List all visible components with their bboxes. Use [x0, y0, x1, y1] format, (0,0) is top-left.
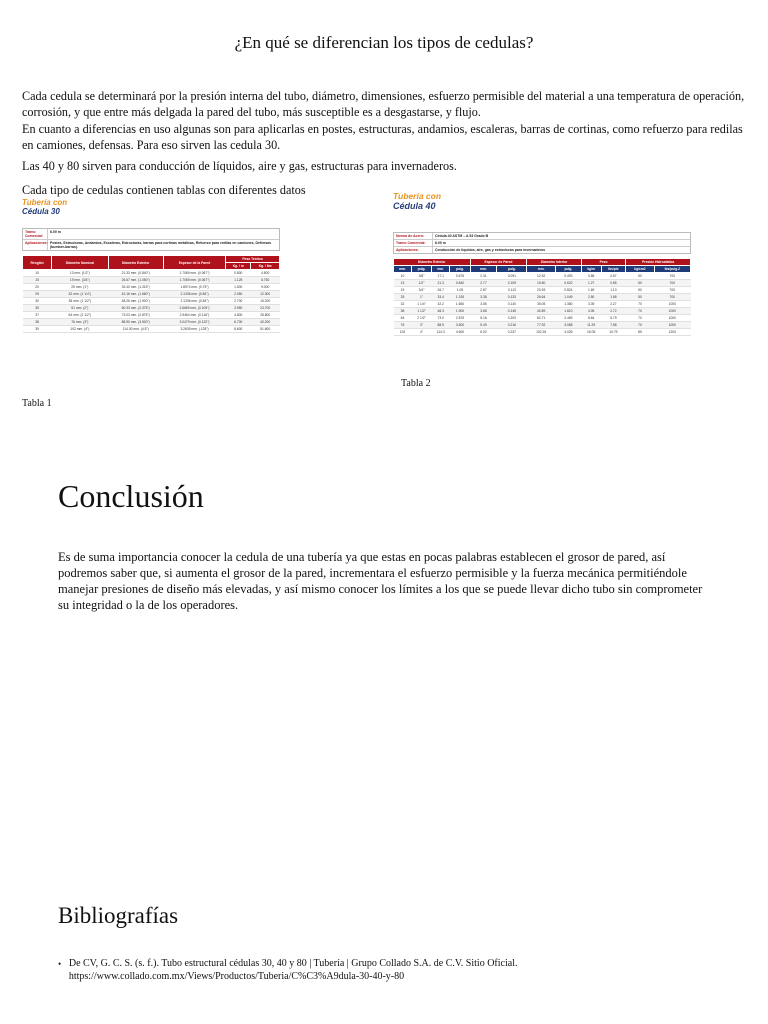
table-row: [23, 319, 280, 326]
table-cell: 12.52: [527, 273, 556, 280]
table-cell: 2.1336 mm. (0.84"): [163, 291, 225, 298]
table-row: [394, 301, 691, 308]
bibliography-entry: [58, 958, 678, 983]
table-cell: 19: [394, 287, 412, 294]
table-cell: 1.315: [450, 294, 470, 301]
table-cell: 0.85: [581, 273, 601, 280]
table-cell: 35: [23, 305, 52, 312]
table-cell: 42.16 mm. (1.660"): [108, 291, 163, 298]
table-cell: 73.03 mm. (2.875"): [108, 312, 163, 319]
table-cell: 2.27: [601, 301, 626, 308]
table-cell: 51.600: [251, 326, 280, 333]
bibliography-heading: Bibliografías: [58, 903, 179, 928]
table2-subheader: lbs/pulg.2: [654, 266, 690, 273]
table-cell: 0.675: [450, 273, 470, 280]
table-cell: 2.72: [601, 308, 626, 315]
table-cell: 13 mm. (1/2"): [52, 270, 108, 277]
conclusion-text: Es de suma importancia conocer la cedula de una tubería ya que estas en pocas palabras establecen el grosor de pared, así podremos saber que, si aumenta el grosor de la pared, incrementara el esfuerzo permisible y la fuerza mecánica permitiéndole manejar presiones de diseño más elevadas, y así mismo conocer los límites a los que se puede llevar dicho tubo sin comprometer su integridad o la de los operadores.: [58, 550, 703, 612]
table-row: [23, 312, 280, 319]
table-cell: 15: [23, 277, 52, 284]
table1-info-value: Postes, Estructuras, Andamios, Escaleras, Estructuras, barras para cortinas metálicas, Refuerzo para redilas en camiones, Defensas (bumber-barras).: [50, 241, 272, 249]
table-cell: 32 mm. (1 1/4"): [52, 291, 108, 298]
table-cell: 3": [412, 322, 432, 329]
table-cell: 5.79: [601, 315, 626, 322]
table-cell: 3.068: [556, 322, 582, 329]
table-cell: 1.500: [226, 284, 251, 291]
table-cell: 48.3: [432, 308, 450, 315]
table-cell: 6.700: [226, 319, 251, 326]
table2-body: [394, 273, 691, 336]
table-cell: 102.26: [527, 329, 556, 336]
table-row: [23, 270, 280, 277]
table-cedula-40: [393, 192, 693, 370]
table-cell: 1000: [654, 315, 690, 322]
table-cell: 114.30 mm. (4.5"): [108, 326, 163, 333]
table2-subheader: pulg.: [497, 266, 527, 273]
table-cell: 4.800: [226, 312, 251, 319]
table-cell: 700: [654, 287, 690, 294]
table-cell: 114.3: [432, 329, 450, 336]
paragraph-cedula-40-80-uses: Las 40 y 80 sirven para conducción de líquidos, aire y gas, estructuras para invernaderos.: [22, 159, 457, 173]
table-cell: 70: [626, 308, 654, 315]
table-cell: 62.71: [527, 315, 556, 322]
table-cell: 64 mm. (2 1/2"): [52, 312, 108, 319]
table-cell: 2.050: [226, 291, 251, 298]
table-cell: 33.4: [432, 294, 450, 301]
table-cell: 11.29: [581, 322, 601, 329]
table2-header: Presión Hidrostática: [626, 259, 691, 266]
table1-caption: Tabla 1: [22, 398, 52, 409]
table-cell: 1.05: [450, 287, 470, 294]
table-cell: 3.68: [470, 308, 497, 315]
table-cell: 8.64: [581, 315, 601, 322]
table2-data-table: [393, 258, 691, 336]
table-cell: 10.79: [601, 329, 626, 336]
table-cell: 3.950: [226, 305, 251, 312]
table-cell: 1000: [654, 301, 690, 308]
table-cell: 700: [654, 273, 690, 280]
table-cell: 0.203: [497, 315, 527, 322]
table-cell: 2.700: [226, 298, 251, 305]
table1-header: Diámetro Nominal: [52, 256, 108, 270]
table-cell: 51 mm. (2"): [52, 305, 108, 312]
paragraph-cedula-30-uses: En cuanto a diferencias en uso algunas son para aplicarlas en postes, estructuras, andamios, escaleras, barras de cortinas, como refuerzo para redilas en camiones, defensas. Para eso sirven las cedula 30.: [22, 122, 743, 152]
table-cell: 3.38: [470, 294, 497, 301]
table1-subheader: Kg. / 6m: [251, 263, 280, 270]
table-cell: 25: [23, 291, 52, 298]
table-cell: 12.300: [251, 291, 280, 298]
table-cell: 20: [23, 284, 52, 291]
table2-subheader: kg/cm2: [626, 266, 654, 273]
table-row: [394, 273, 691, 280]
bullet-icon: •: [58, 959, 62, 969]
table1-header: Espesor de la Pared: [163, 256, 225, 270]
table-cell: 1.380: [556, 301, 582, 308]
table2-subheader: pulg.: [450, 266, 470, 273]
table-cell: 25: [394, 294, 412, 301]
table-row: [23, 277, 280, 284]
table-cell: 28.800: [251, 312, 280, 319]
table-cell: 0.237: [497, 329, 527, 336]
table-cell: 1.900: [450, 308, 470, 315]
table-cell: 1.610: [556, 308, 582, 315]
table-row: [394, 294, 691, 301]
table-cell: 32: [394, 301, 412, 308]
table-cell: 1.68: [601, 294, 626, 301]
table-cell: 1.27: [581, 280, 601, 287]
table-cell: 88.9: [432, 322, 450, 329]
table-cell: 23.700: [251, 305, 280, 312]
table2-header: Diámetro Interior: [527, 259, 581, 266]
table-cell: 38: [23, 319, 52, 326]
table-cell: 3.2639 mm. (.128"): [163, 326, 225, 333]
table-cell: 4.800: [251, 270, 280, 277]
table-row: [394, 280, 691, 287]
table2-brand-line1: Tubería con: [393, 191, 442, 201]
table-cell: 9.000: [251, 284, 280, 291]
table2-info-row: [394, 247, 690, 253]
table2-brand-line2: Cédula 40: [393, 201, 436, 211]
table2-info-value: 6.00 m: [435, 241, 446, 245]
table2-header: Peso: [581, 259, 625, 266]
table2-subheader-row: [394, 266, 691, 273]
table-cell: 0.800: [226, 270, 251, 277]
table-cell: 0.140: [497, 301, 527, 308]
table-cell: 2.875: [450, 315, 470, 322]
table-cell: 1.049: [556, 294, 582, 301]
table2-subheader: mm.: [394, 266, 412, 273]
table-cell: 2.6669 mm. (0.105"): [163, 305, 225, 312]
table-cell: 1.7069 mm. (0.067"): [163, 277, 225, 284]
table1-info-row: [23, 240, 279, 250]
table-cell: 16.200: [251, 298, 280, 305]
table-cell: 1": [412, 294, 432, 301]
table-cell: 20.93: [527, 287, 556, 294]
table1-info-key: Tramo Comercial:: [23, 229, 48, 239]
table-cell: 48.26 mm. (1.900"): [108, 298, 163, 305]
table-cell: 2.1336 mm. (0.84"): [163, 298, 225, 305]
table-cell: 88.90 mm. (3.500"): [108, 319, 163, 326]
table-cell: 76 mm. (3"): [52, 319, 108, 326]
table-cell: 3/8": [412, 273, 432, 280]
table1-subheader: Kg. / m: [226, 263, 251, 270]
table-cell: 8.600: [226, 326, 251, 333]
paragraph-cedula-determination: Cada cedula se determinará por la presión interna del tubo, diámetro, dimensiones, esfuerzo permisible del material a una temperatura de operación, corrosión, y que entre más delgada la pared del tubo, más susceptible es a desgastarse, y flujo.: [22, 89, 745, 119]
table-cell: 4.500: [450, 329, 470, 336]
table1-data-table: [22, 255, 280, 333]
table-cell: 50: [626, 280, 654, 287]
table2-subheader: pulg.: [412, 266, 432, 273]
table-cell: 3.56: [470, 301, 497, 308]
table-cell: 38 mm. (1 1/2"): [52, 298, 108, 305]
table-cell: 4.026: [556, 329, 582, 336]
table-cell: 76: [394, 322, 412, 329]
page-title: ¿En qué se diferencian los tipos de cedulas?: [234, 33, 534, 52]
table-cell: 42.2: [432, 301, 450, 308]
table-cell: 0.493: [556, 273, 582, 280]
table-cell: 0.622: [556, 280, 582, 287]
table-cell: 6.02: [470, 329, 497, 336]
table-cell: 15.80: [527, 280, 556, 287]
table-cell: 1 1/4": [412, 301, 432, 308]
table2-subheader: kg/m: [581, 266, 601, 273]
table-cell: 10: [23, 270, 52, 277]
table-cell: 70: [626, 322, 654, 329]
table-row: [394, 315, 691, 322]
table-cedula-30: [22, 198, 280, 393]
table-cell: 4": [412, 329, 432, 336]
table2-info-key: Aplicaciones:: [394, 247, 433, 253]
table-cell: 2.469: [556, 315, 582, 322]
table1-info-box: [22, 228, 280, 251]
table-cell: 0.091: [497, 273, 527, 280]
bibliography-entry-text: De CV, G. C. S. (s. f.). Tubo estructural cédulas 30, 40 y 80 | Tubería | Grupo Collado S.A. de C.V. Sitio Oficial. https://www.collado.com.mx/Views/Productos/Tuberia/C%C3%A9dula-30-40-y-80: [68, 958, 518, 982]
table-cell: 3/4": [412, 287, 432, 294]
table1-body: [23, 270, 280, 333]
table-cell: 1000: [654, 308, 690, 315]
table-cell: 5.49: [470, 322, 497, 329]
table-cell: 1.8974 mm. (0.75"): [163, 284, 225, 291]
table1-header: Peso Teórico: [226, 256, 280, 263]
table-cell: 77.92: [527, 322, 556, 329]
table2-header: Diámetro Exterior: [394, 259, 471, 266]
table-cell: 85: [626, 329, 654, 336]
table-cell: 2.9464 mm. (0.116"): [163, 312, 225, 319]
table-cell: 1 1/2": [412, 308, 432, 315]
table-cell: 37: [23, 312, 52, 319]
table-cell: 1000: [654, 322, 690, 329]
table-row: [23, 305, 280, 312]
table1-header: Diámetro Exterior: [108, 256, 163, 270]
conclusion-heading: Conclusión: [58, 478, 204, 514]
table-cell: 21.33 mm. (0.840"): [108, 270, 163, 277]
table-cell: 0.85: [601, 280, 626, 287]
table-cell: 1/2": [412, 280, 432, 287]
table2-subheader: lbs/pie: [601, 266, 626, 273]
table1-info-row: [23, 229, 279, 240]
table-cell: 40.200: [251, 319, 280, 326]
table-cell: 21.3: [432, 280, 450, 287]
table-cell: 33.40 mm. (1.315"): [108, 284, 163, 291]
table-cell: 6.750: [251, 277, 280, 284]
table-cell: 2.77: [470, 280, 497, 287]
table-cell: 1.69: [581, 287, 601, 294]
table-cell: 70: [626, 315, 654, 322]
table-cell: 0.840: [450, 280, 470, 287]
table2-subheader: pulg.: [556, 266, 582, 273]
table1-info-value: 6.00 m: [50, 230, 61, 234]
table-cell: 50: [626, 273, 654, 280]
table-cell: 30: [23, 298, 52, 305]
table-cell: 2 1/2": [412, 315, 432, 322]
table-row: [394, 322, 691, 329]
table-cell: 1.7069 mm. (0.067"): [163, 270, 225, 277]
table-cell: 7.58: [601, 322, 626, 329]
table1-brand-line2: Cédula 30: [22, 207, 60, 216]
table-cell: 1.660: [450, 301, 470, 308]
table-cell: 2.50: [581, 294, 601, 301]
table-cell: 0.216: [497, 322, 527, 329]
table-cell: 3.0479 mm. (0.120"): [163, 319, 225, 326]
table2-subheader: mm.: [470, 266, 497, 273]
table-cell: 19 mm. (3/4"): [52, 277, 108, 284]
table-row: [23, 326, 280, 333]
table-cell: 0.824: [556, 287, 582, 294]
table-cell: 700: [654, 294, 690, 301]
table-cell: 102: [394, 329, 412, 336]
table-cell: 0.57: [601, 273, 626, 280]
table-cell: 0.145: [497, 308, 527, 315]
table-cell: 1200: [654, 329, 690, 336]
table-cell: 25 mm. (1"): [52, 284, 108, 291]
table-cell: 0.113: [497, 287, 527, 294]
table-cell: 3.39: [581, 301, 601, 308]
table-cell: 3.500: [450, 322, 470, 329]
table-cell: 26.64: [527, 294, 556, 301]
table-cell: 0.133: [497, 294, 527, 301]
table2-info-key: Norma de Acero:: [394, 233, 433, 239]
table-row: [394, 329, 691, 336]
table2-caption: Tabla 2: [401, 378, 431, 389]
table-cell: 60.33 mm. (2.375"): [108, 305, 163, 312]
table-cell: 17.1: [432, 273, 450, 280]
table-cell: 70: [626, 301, 654, 308]
table-cell: 1.13: [601, 287, 626, 294]
table-cell: 2.31: [470, 273, 497, 280]
table-cell: 4.05: [581, 308, 601, 315]
table-row: [394, 287, 691, 294]
table-cell: 39: [23, 326, 52, 333]
table-cell: 102 mm. (4"): [52, 326, 108, 333]
table-cell: 16.05: [581, 329, 601, 336]
table-cell: 38: [394, 308, 412, 315]
table-cell: 50: [626, 287, 654, 294]
table-row: [23, 298, 280, 305]
table2-info-value: Conducción de líquidos, aire, gas y estructuras para invernaderos: [435, 248, 546, 252]
table2-subheader: mm.: [432, 266, 450, 273]
paragraph-tables-intro: Cada tipo de cedulas contienen tablas con diferentes datos: [22, 183, 306, 197]
table-cell: 35.05: [527, 301, 556, 308]
table2-info-value: Cédula 40 ASTM – A 53 Grado B: [435, 234, 489, 238]
table-cell: 64: [394, 315, 412, 322]
table-row: [23, 291, 280, 298]
table-cell: 26.7: [432, 287, 450, 294]
table1-brand-line1: Tubería con: [22, 198, 68, 207]
table1-header: Renglón: [23, 256, 52, 270]
table-row: [23, 284, 280, 291]
table-cell: 73.0: [432, 315, 450, 322]
table-cell: 5.16: [470, 315, 497, 322]
table1-info-key: Aplicaciones:: [23, 240, 48, 250]
table-cell: 13: [394, 280, 412, 287]
table-cell: 26.67 mm. (1.050"): [108, 277, 163, 284]
table2-header: Espesor de Pared: [470, 259, 527, 266]
table2-info-box: [393, 232, 691, 254]
table2-subheader: mm.: [527, 266, 556, 273]
table-cell: 0.109: [497, 280, 527, 287]
table-cell: 1.125: [226, 277, 251, 284]
table-cell: 700: [654, 280, 690, 287]
table2-info-key: Tramo Comercial:: [394, 240, 433, 246]
table-row: [394, 308, 691, 315]
table-cell: 10: [394, 273, 412, 280]
table2-info-row: [394, 233, 690, 240]
table2-info-row: [394, 240, 690, 247]
table-cell: 2.87: [470, 287, 497, 294]
table-cell: 50: [626, 294, 654, 301]
table-cell: 40.89: [527, 308, 556, 315]
